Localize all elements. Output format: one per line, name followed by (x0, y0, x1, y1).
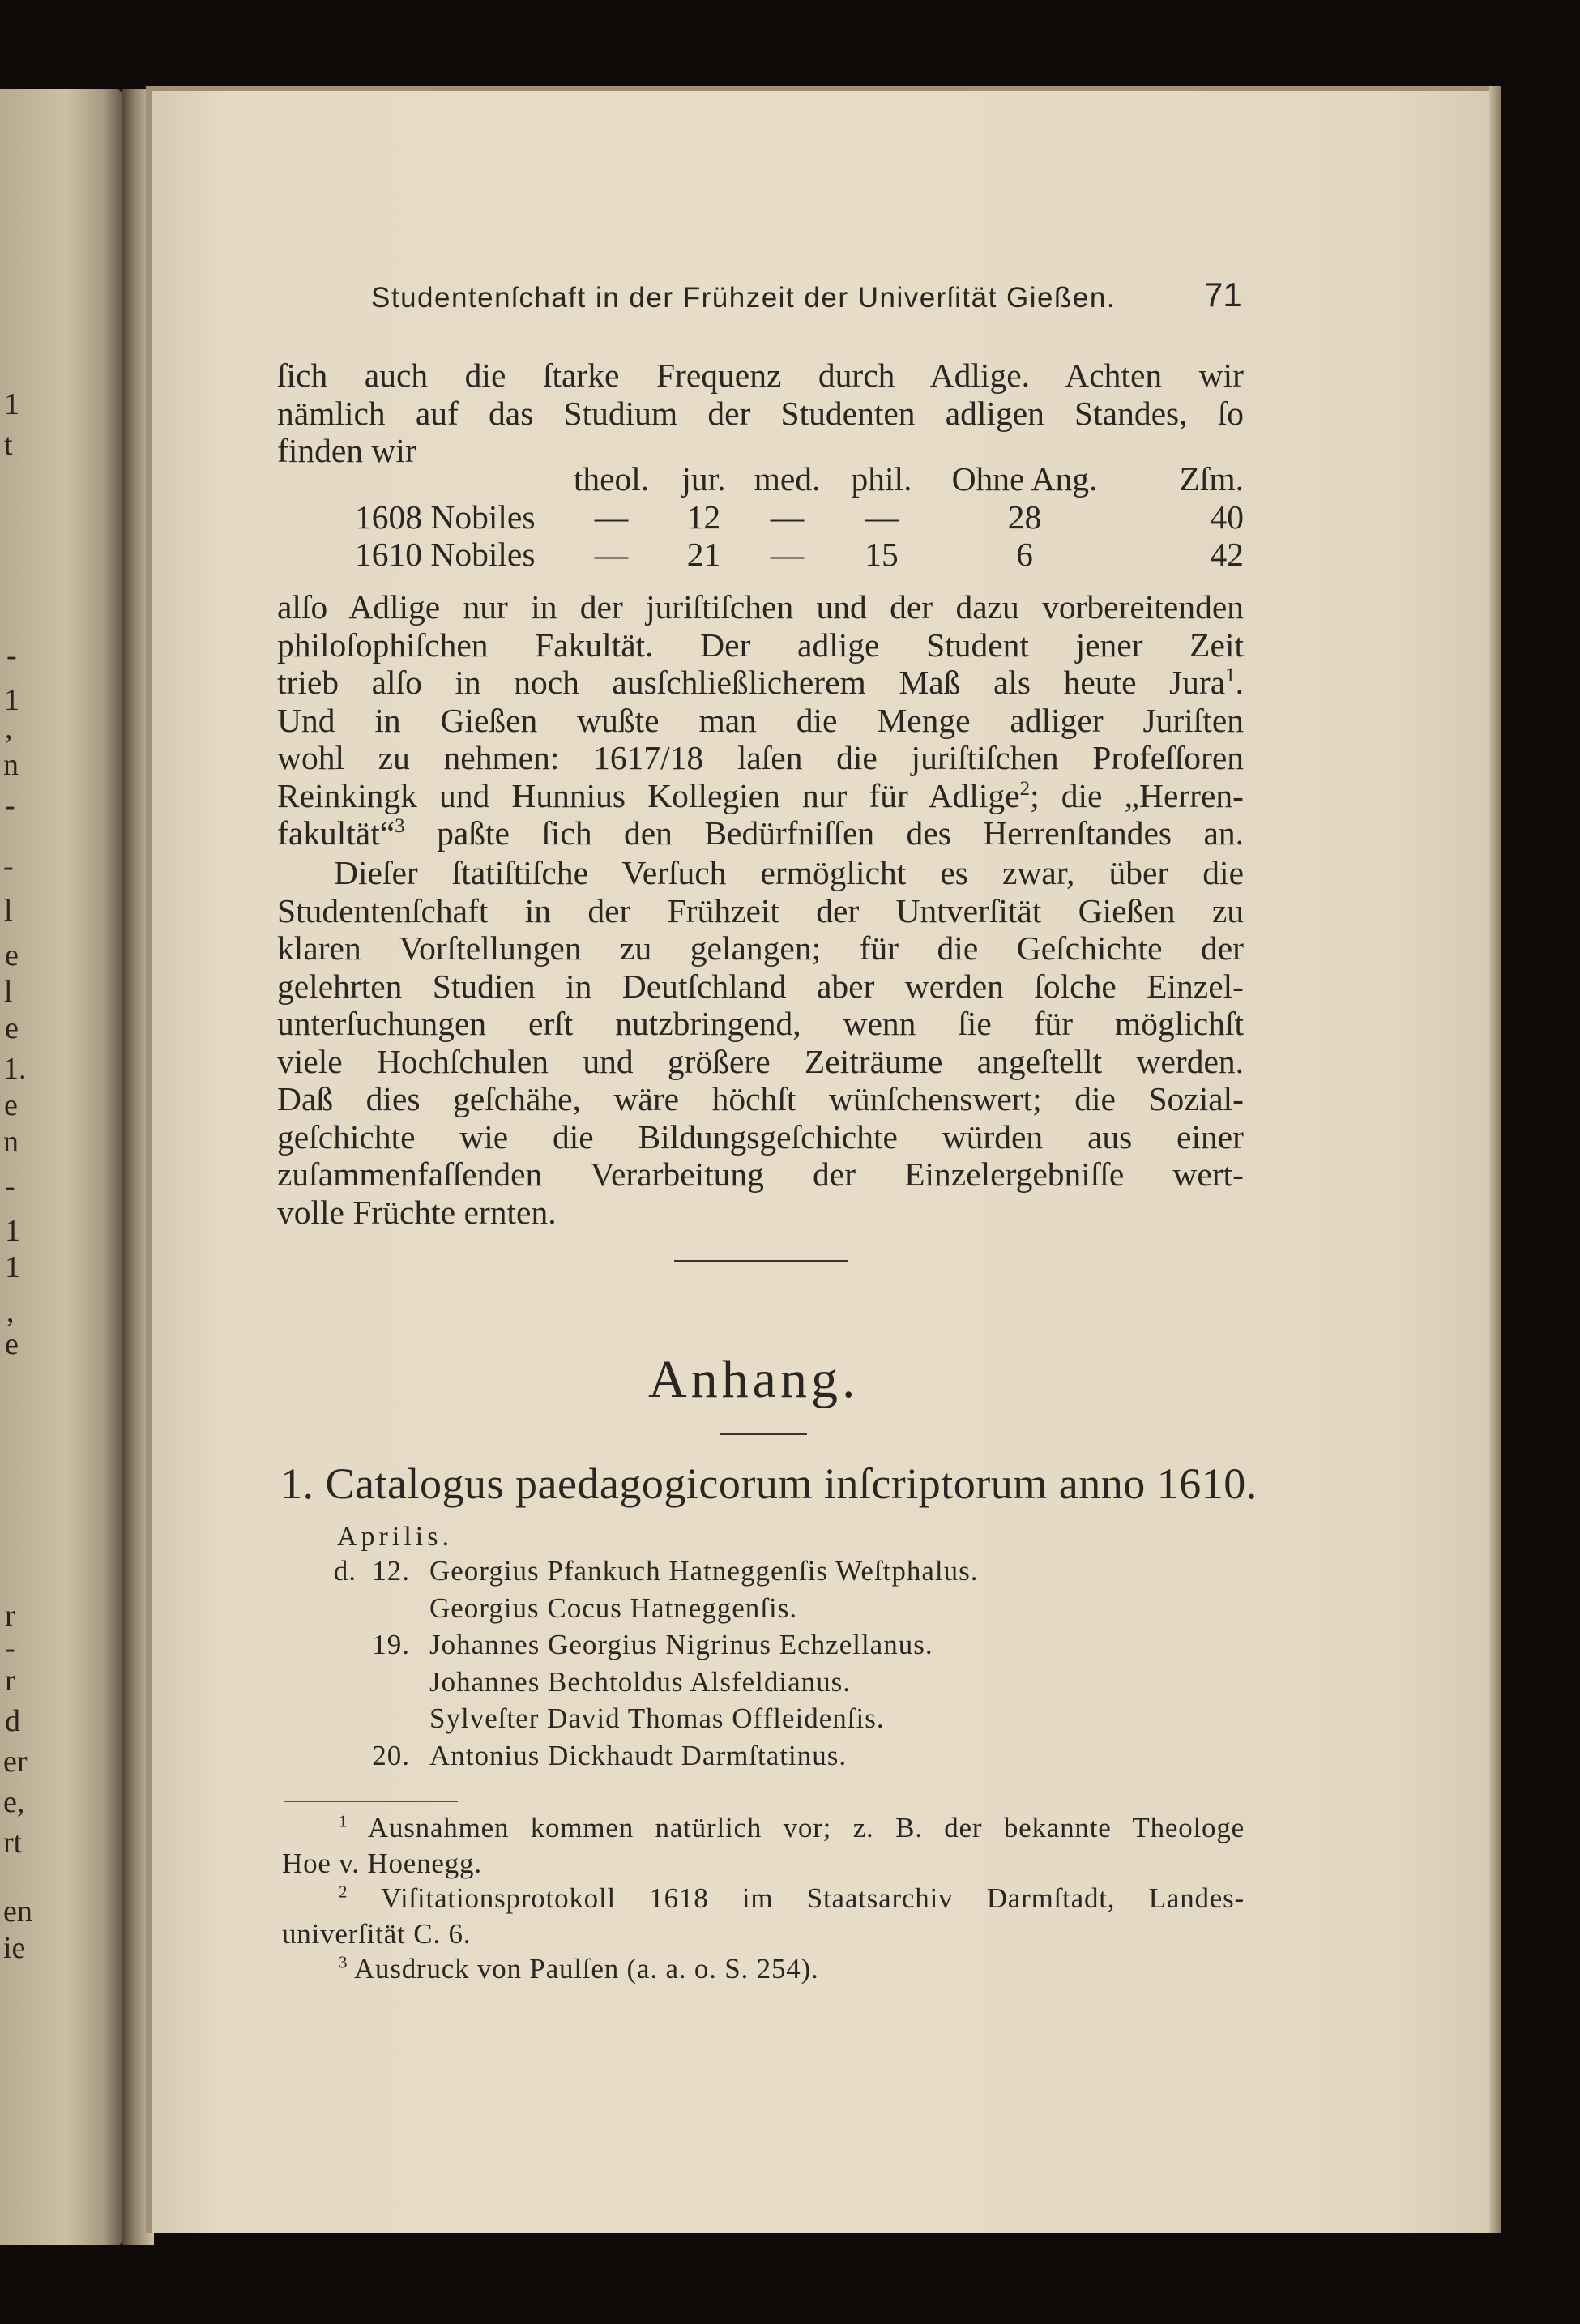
previous-page-fragment: 1. (3, 1052, 27, 1086)
footnote: $^2$ Viſitationsprotokoll 1618 im Staatsarchiv Darmſtadt, Landes- univerſität C. 6. (282, 1882, 1245, 1950)
table-cell: 15 (865, 536, 899, 573)
text-line: ſich auch die ſtarke Frequenz durch Adlige. Achten wir (277, 357, 1244, 394)
list-item: Sylveſter David Thomas Offleidenſis. (429, 1702, 885, 1734)
page-edge (1489, 86, 1501, 2233)
list-item: d. 12. Georgius Pfankuch Hatneggenſis Weſtphalus. (333, 1555, 979, 1587)
previous-page-fragment: rt (3, 1826, 23, 1860)
text-line: Und in Gießen wußte man die Menge adliger Juriſten (277, 701, 1244, 739)
table-row (277, 536, 1244, 574)
previous-page-fragment: e (5, 1327, 19, 1361)
previous-page-fragment: en (3, 1895, 32, 1929)
paragraph-2 (277, 588, 1244, 852)
table-cell: — (770, 498, 805, 536)
previous-page-fragment: - (5, 1631, 15, 1665)
paragraph-1 (277, 357, 1244, 470)
previous-page-fragment: - (6, 639, 17, 673)
footnote-mark: 1 (1225, 664, 1236, 687)
list-item: 19. Johannes Georgius Nigrinus Echzellanus. (372, 1629, 933, 1660)
page-number: 71 (1204, 276, 1242, 314)
previous-page-fragment: - (5, 788, 15, 822)
previous-page-fragment: l (4, 975, 13, 1009)
table-row (277, 498, 1244, 536)
footnote-mark: 2 (1019, 777, 1031, 800)
column-header: theol. (573, 460, 650, 498)
text-line: volle Früchte ernten. (277, 1193, 557, 1231)
previous-page-fragment: - (5, 1169, 15, 1203)
previous-page-fragment: 1 (5, 1250, 20, 1284)
text-line: Reinkingk und Hunnius Kollegien nur für Adlige$^2$; die „Herren- (277, 776, 1244, 814)
previous-page-fragment: e (5, 938, 19, 972)
footnote-divider (284, 1801, 458, 1802)
text-line: viele Hochſchulen und größere Zeiträume angeſtellt werden. (277, 1042, 1244, 1080)
text-line: finden wir (277, 432, 416, 469)
previous-page-fragment: , (6, 1295, 15, 1329)
footnote: $^1$ Ausnahmen kommen natürlich vor; z. B. der bekannte Theologe Hoe v. Hoenegg. (282, 1811, 1245, 1879)
text-line: klaren Vorſtellungen zu gelangen; für die Geſchichte der (277, 929, 1244, 967)
column-header: phil. (851, 460, 912, 498)
previous-page-fragment: ie (3, 1931, 26, 1965)
column-header: jur. (681, 460, 726, 498)
row-label: 1608 Nobiles (355, 498, 536, 536)
text-line: wohl zu nehmen: 1617/18 laſen die juriſtiſchen Profeſſoren (277, 739, 1244, 776)
previous-page-fragment: e (4, 1088, 18, 1122)
section-divider (674, 1260, 848, 1262)
previous-page-fragment: r (5, 1599, 15, 1633)
nobiles-table (277, 460, 1244, 574)
heading-underline (720, 1433, 807, 1435)
text-line: gelehrten Studien in Deutſchland aber werden ſolche Einzel- (277, 967, 1244, 1005)
catalog-entries (300, 1553, 979, 1774)
text-line: unterſuchungen erſt nutzbringend, wenn ſie für möglichſt (277, 1005, 1244, 1042)
previous-page-fragment: 1 (4, 387, 19, 421)
text-line: alſo Adlige nur in der juriſtiſchen und der dazu vorbereitenden (277, 588, 1244, 626)
text-line: fakultät“$^3$ paßte ſich den Bedürfniſſen des Herrenſtandes an. (277, 814, 1245, 852)
previous-page-fragment: 1 (5, 1214, 20, 1248)
table-cell: 21 (686, 536, 721, 573)
table-cell: — (865, 498, 899, 536)
list-item: 20. Antonius Dickhaudt Darmſtatinus. (372, 1739, 848, 1771)
previous-page-fragment: l (4, 894, 13, 928)
previous-page-fragment: , (5, 711, 13, 745)
month-label: Aprilis. (337, 1522, 453, 1552)
column-header: med. (754, 460, 821, 498)
catalog-title: 1. Catalogus paedagogicorum inſcriptorum anno 1610. (280, 1459, 1258, 1508)
table-cell: 6 (1016, 536, 1033, 573)
column-header: Zſm. (1179, 460, 1244, 498)
previous-page-fragment: n (3, 748, 19, 782)
previous-page-fragment: d (5, 1704, 20, 1738)
text-line: Daß dies geſchähe, wäre höchſt wünſchenswert; die Sozial- (277, 1080, 1244, 1117)
previous-page-fragment: er (3, 1745, 28, 1779)
previous-page-fragment: t (4, 428, 13, 462)
list-item: Georgius Cocus Hatneggenſis. (429, 1591, 798, 1624)
footnote-mark: 3 (395, 815, 405, 838)
text-line: nämlich auf das Studium der Studenten adligen Standes, ſo (277, 394, 1244, 432)
previous-page-fragment: e, (3, 1785, 25, 1819)
table-cell: 40 (1210, 498, 1244, 536)
column-header: Ohne Ang. (951, 460, 1098, 498)
table-header-row (277, 460, 1244, 498)
table-cell: 12 (686, 498, 721, 536)
footnotes (282, 1810, 1245, 1987)
table-cell: — (594, 498, 629, 536)
previous-page-fragment: r (5, 1664, 15, 1698)
footnote: $^3$ Ausdruck von Paulſen (a. a. o. S. 254). (339, 1952, 819, 1984)
running-head: Studentenſchaft in der Frühzeit der Univerſität Gießen. (371, 282, 1117, 314)
previous-page-fragment: n (3, 1125, 19, 1159)
list-item: Johannes Bechtoldus Alsfeldianus. (429, 1665, 852, 1698)
previous-page-fragment: - (3, 849, 14, 883)
table-cell: 28 (1007, 498, 1042, 536)
table-cell: 42 (1210, 536, 1244, 573)
table-cell: — (770, 536, 805, 573)
appendix-heading: Anhang. (648, 1350, 860, 1409)
text-line: Dieſer ſtatiſtiſche Verſuch ermöglicht es zwar, über die (334, 854, 1244, 891)
text-line: geſchichte wie die Bildungsgeſchichte würden aus einer (277, 1117, 1244, 1156)
text-line: Studentenſchaft in der Frühzeit der Untverſität Gießen zu (277, 891, 1244, 929)
table-cell: — (594, 536, 629, 573)
text-line: philoſophiſchen Fakultät. Der adlige Student jener Zeit (277, 626, 1244, 664)
text-line: zuſammenfaſſenden Verarbeitung der Einzelergebniſſe wert- (277, 1156, 1244, 1193)
paragraph-3 (277, 854, 1244, 1231)
text-line: trieb alſo in noch ausſchließlicherem Maß als heute Jura$^1$. (277, 664, 1244, 701)
previous-page-fragment: 1 (4, 683, 19, 717)
row-label: 1610 Nobiles (355, 536, 536, 573)
previous-page-fragment: e (5, 1011, 19, 1045)
